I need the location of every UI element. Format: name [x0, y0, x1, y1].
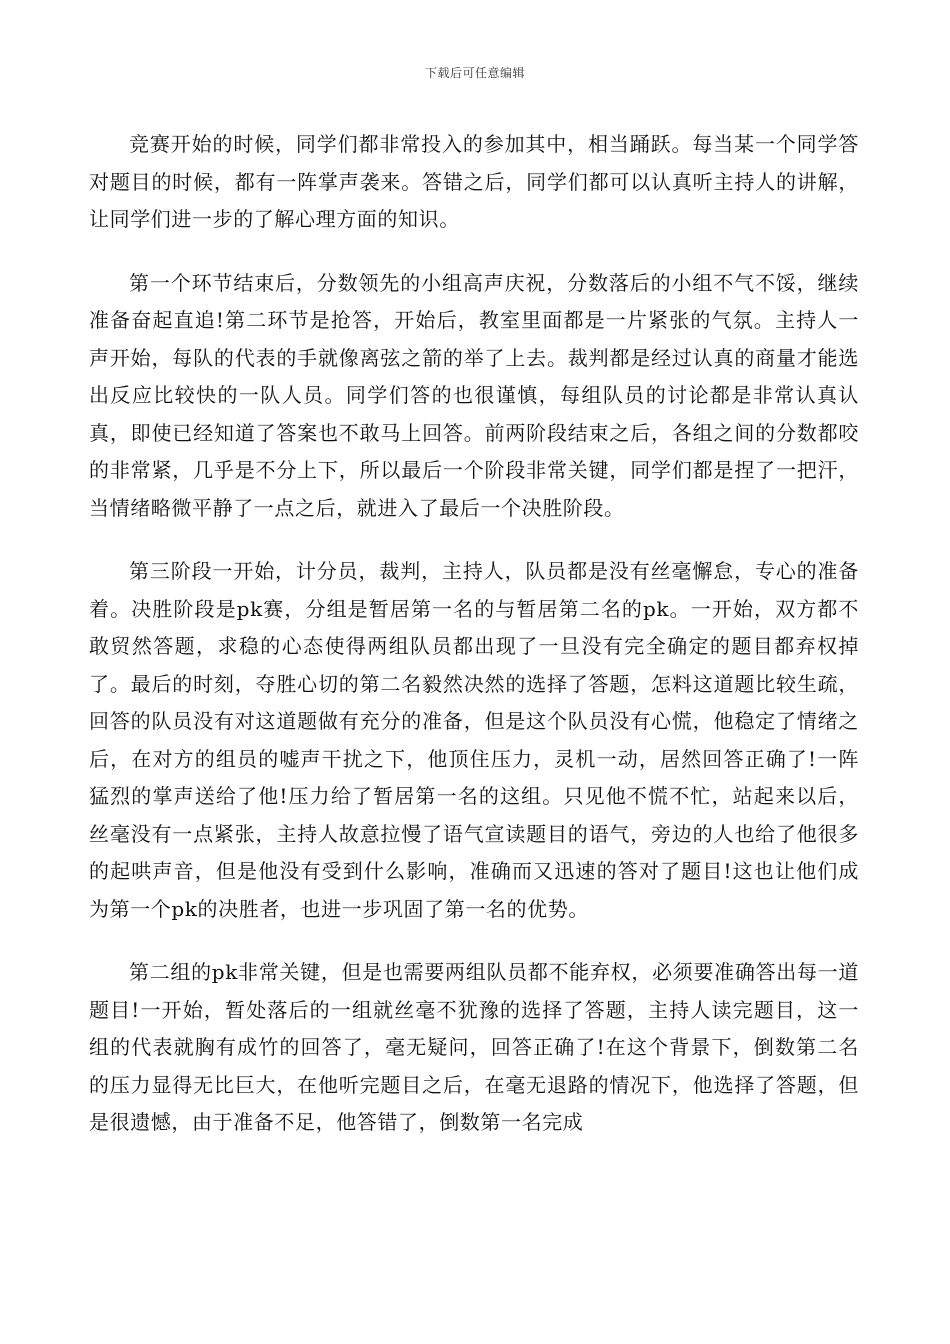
- paragraph-1: 竞赛开始的时候，同学们都非常投入的参加其中，相当踊跃。每当某一个同学答对题目的时候，都有一阵掌声袭来。答错之后，同学们都可以认真听主持人的讲解，让同学们进一步的了解心理方面的知识。: [89, 132, 859, 231]
- paragraph-3: 第三阶段一开始，计分员，裁判，主持人，队员都是没有丝毫懈怠，专心的准备着。决胜阶段是pk赛，分组是暂居第一名的与暂居第二名的pk。一开始，双方都不敢贸然答题，求稳的心态使得两组队员都出现了一旦没有完全确定的题目都弃权掉了。最后的时刻，夺胜心切的第二名毅然决然的选择了答题，怎料这道题比较生疏，回答的队员没有对这道题做有充分的准备，但是这个队员没有心慌，他稳定了情绪之后，在对方的组员的嘘声干扰之下，他顶住压力，灵机一动，居然回答正确了!一阵猛烈的掌声送给了他!压力给了暂居第一名的这组。只见他不慌不忙，站起来以后，丝毫没有一点紧张，主持人故意拉慢了语气宣读题目的语气，旁边的人也给了他很多的起哄声音，但是他没有受到什么影响，准确而又迅速的答对了题目!这也让他们成为第一个pk的决胜者，也进一步巩固了第一名的优势。: [89, 559, 859, 921]
- page-header: 下载后可任意编辑: [424, 66, 525, 80]
- document-body: [89, 126, 859, 1168]
- paragraph-2: 第一个环节结束后，分数领先的小组高声庆祝，分数落后的小组不气不馁，继续准备奋起直追!第二环节是抢答，开始后，教室里面都是一片紧张的气氛。主持人一声开始，每队的代表的手就像离弦之箭的举了上去。裁判都是经过认真的商量才能选出反应比较快的一队人员。同学们答的也很谨慎，每组队员的讨论都是非常认真认真，即使已经知道了答案也不敢马上回答。前两阶段结束之后，各组之间的分数都咬的非常紧，几乎是不分上下，所以最后一个阶段非常关键，同学们都是捏了一把汗，当情绪略微平静了一点之后，就进入了最后一个决胜阶段。: [89, 270, 859, 520]
- paragraph-4: 第二组的pk非常关键，但是也需要两组队员都不能弃权，必须要准确答出每一道题目!一开始，暂处落后的一组就丝毫不犹豫的选择了答题，主持人读完题目，这一组的代表就胸有成竹的回答了，毫无疑问，回答正确了!在这个背景下，倒数第二名的压力显得无比巨大，在他听完题目之后，在毫无退路的情况下，他选择了答题，但是很遗憾，由于准备不足，他答错了，倒数第一名完成: [89, 960, 859, 1134]
